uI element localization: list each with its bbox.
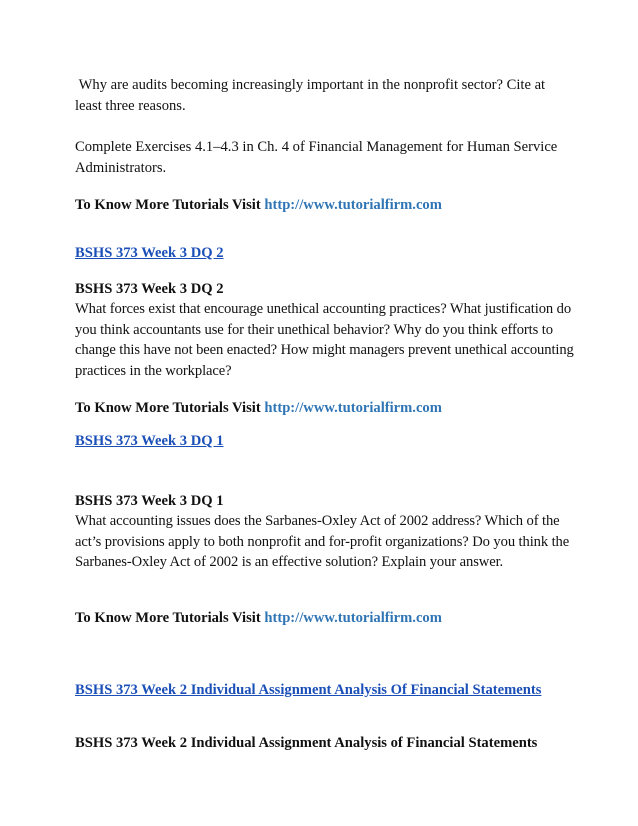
promo-line-1 [75,195,575,216]
dq2-body: What forces exist that encourage unethical accounting practices? What justification do you think accountants use for their unethical behavior? Why do you think efforts to change this have not been enacted? How might managers prevent unethical accounting practices in the workplace? [75,301,574,379]
dq2-link[interactable]: BSHS 373 Week 3 DQ 2 [75,245,224,261]
audits-question [75,75,575,116]
exercises-instruction: Complete Exercises 4.1–4.3 in Ch. 4 of Financial Management for Human Service Administrators. [75,139,558,176]
dq2-heading [75,243,575,264]
audits-question-text: Why are audits becoming increasingly important in the nonprofit sector? Cite at least three reasons. [75,77,546,114]
dq1-body: What accounting issues does the Sarbanes-Oxley Act of 2002 address? Which of the act’s provisions apply to both nonprofit and for-profit organizations? Do you think the Sarbanes-Oxley Act of 2002 is an effective solution? Explain your answer. [75,513,570,570]
promo-label: To Know More Tutorials Visit [75,197,261,213]
promo-label: To Know More Tutorials Visit [75,610,261,626]
promo-label: To Know More Tutorials Visit [75,400,261,416]
promo-line-3 [75,608,575,629]
dq1-title: BSHS 373 Week 3 DQ 1 [75,493,224,509]
promo-url-link[interactable]: http://www.tutorialfirm.com [264,400,442,416]
dq1-link[interactable]: BSHS 373 Week 3 DQ 1 [75,433,224,449]
week2-heading [75,680,595,701]
promo-url-link[interactable]: http://www.tutorialfirm.com [264,610,442,626]
promo-url-link[interactable]: http://www.tutorialfirm.com [264,197,442,213]
week2-title: BSHS 373 Week 2 Individual Assignment Analysis of Financial Statements [75,735,538,751]
dq2-title: BSHS 373 Week 3 DQ 2 [75,281,224,297]
week2-link[interactable]: BSHS 373 Week 2 Individual Assignment Analysis Of Financial Statements [75,682,542,698]
promo-line-2 [75,398,575,419]
dq1-heading [75,431,575,452]
